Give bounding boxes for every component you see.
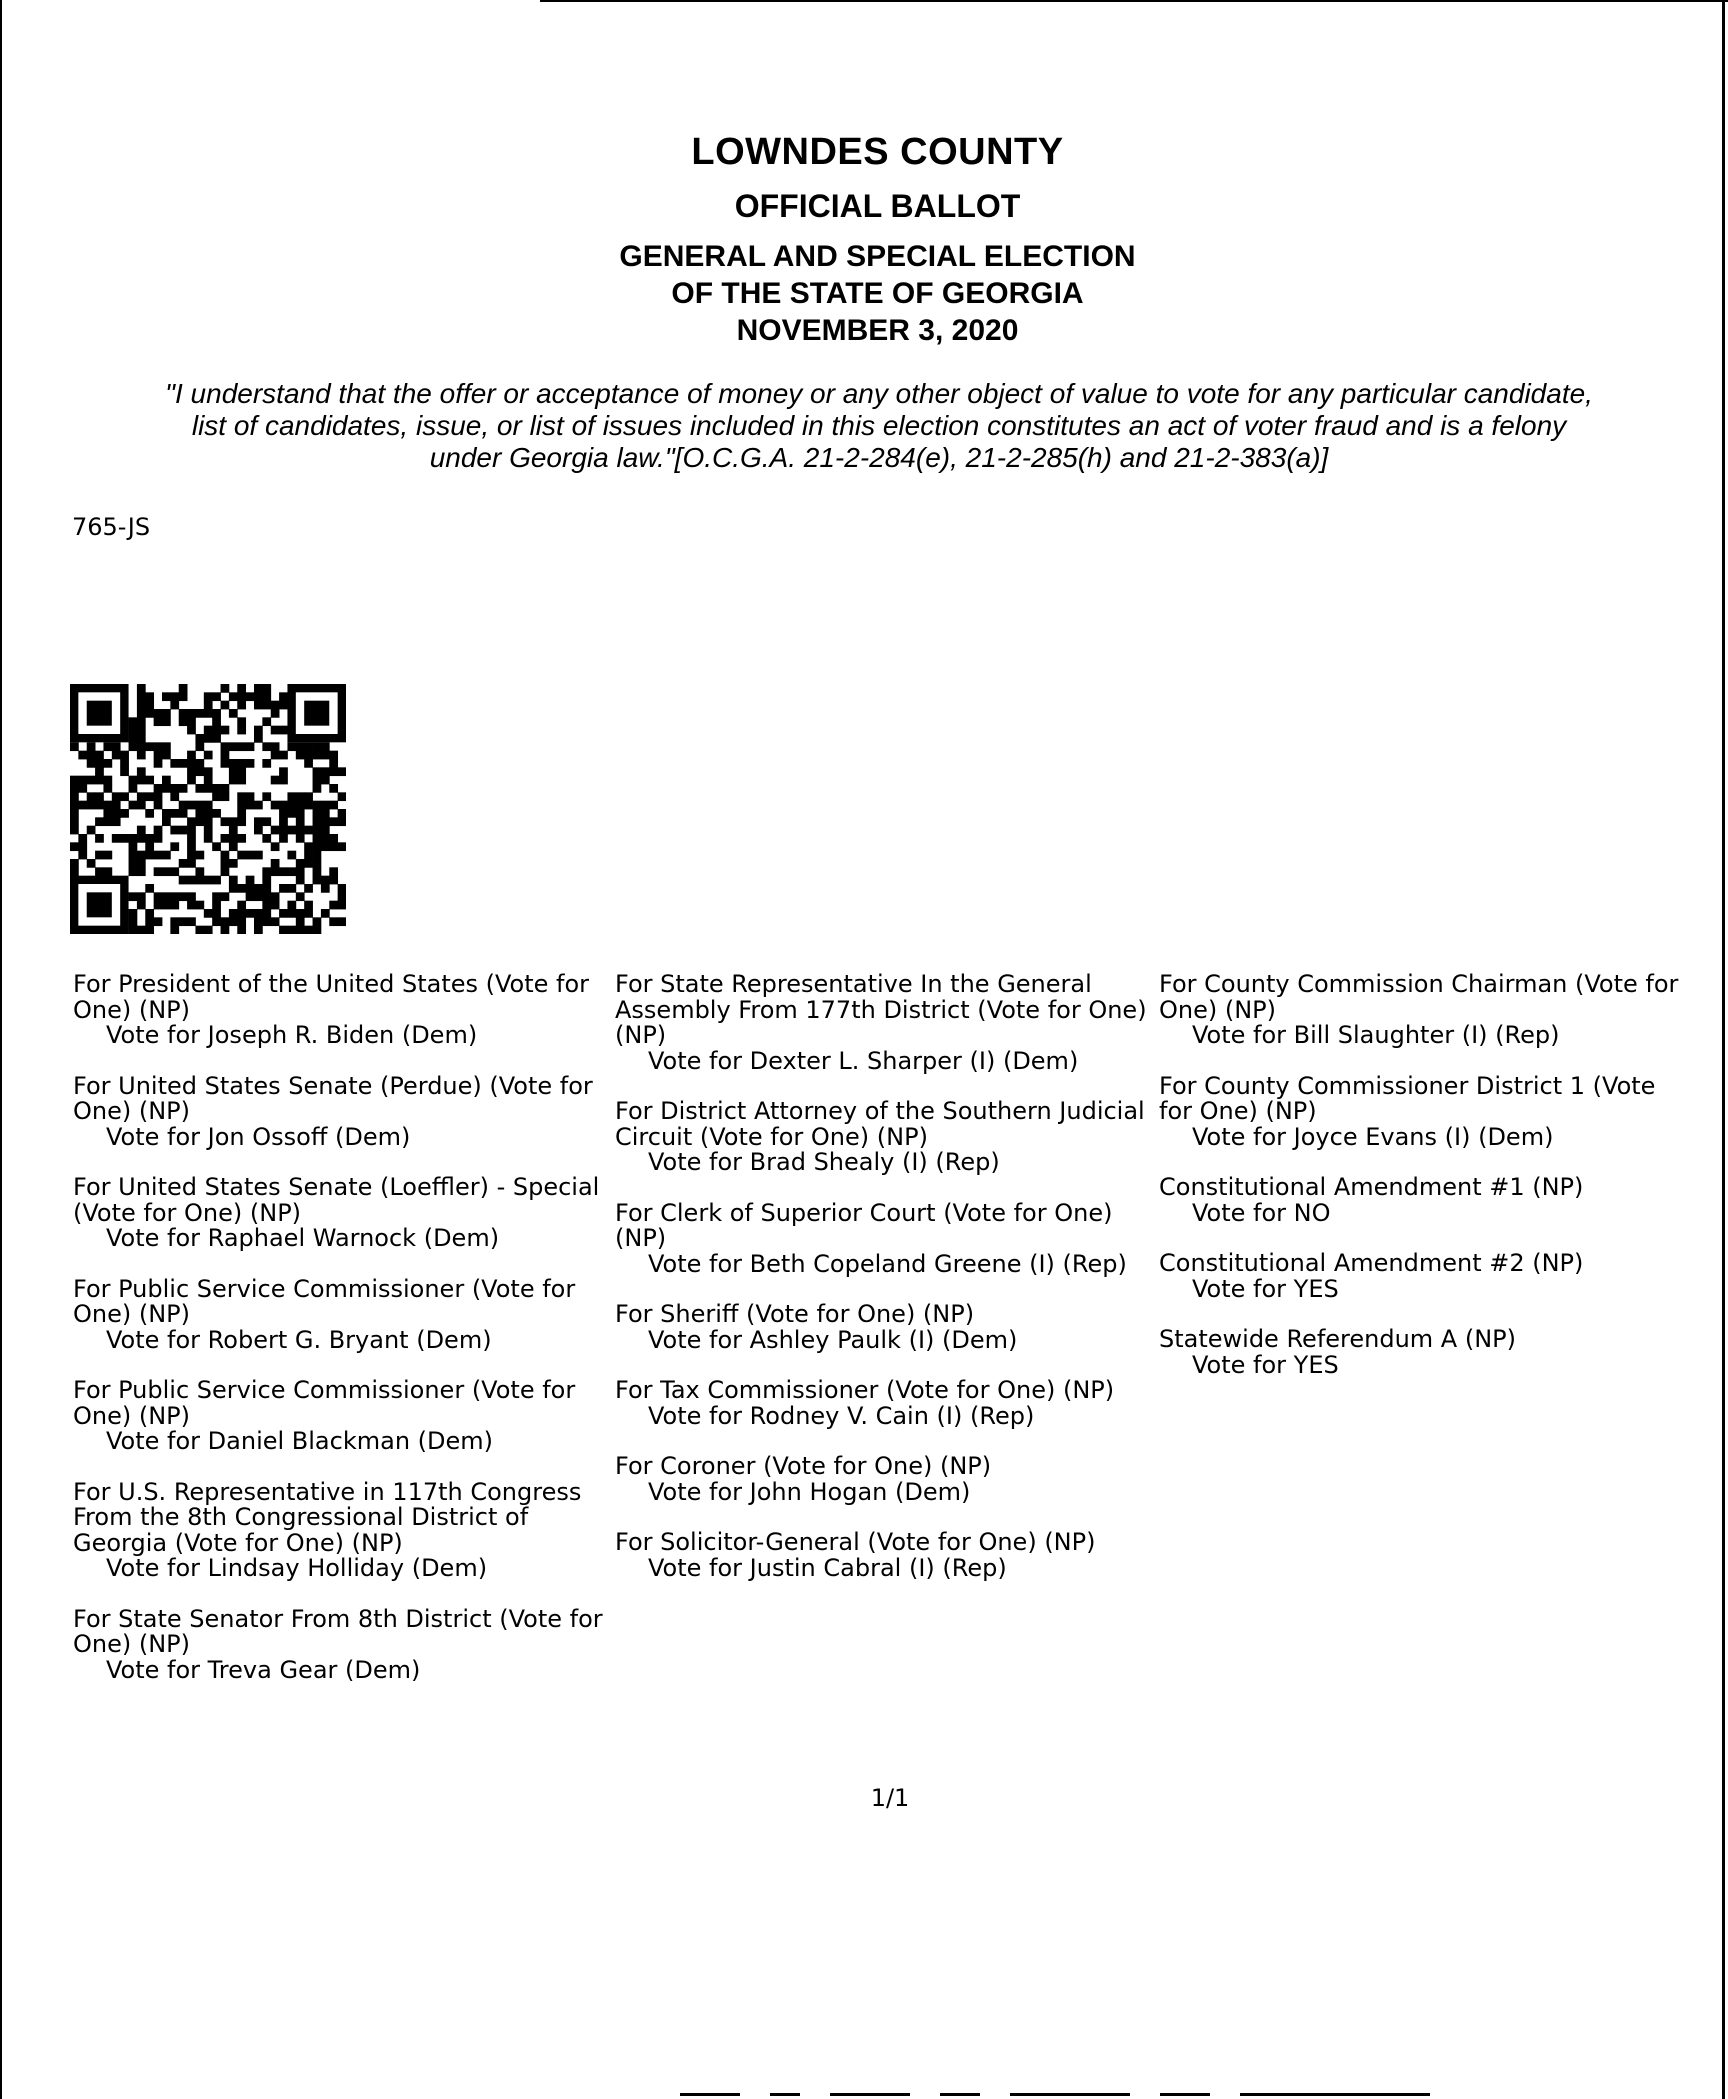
page-number: 1/1	[870, 1784, 910, 1812]
contest-item	[615, 1530, 1155, 1581]
contest-item	[73, 1378, 603, 1455]
vote-selection: Vote for Joseph R. Biden (Dem)	[106, 1021, 478, 1049]
vote-selection: Vote for Jon Ossoff (Dem)	[106, 1122, 411, 1151]
contest-title: For Solicitor-General (Vote for One) (NP)	[615, 1528, 1096, 1556]
vote-selection: Vote for Bill Slaughter (I) (Rep)	[1192, 1021, 1560, 1049]
vote-selection: Vote for NO	[1192, 1198, 1331, 1227]
disclaimer-line-2: list of candidates, issue, or list of issues included in this election constitutes an act of voter fraud and is a felony	[191, 410, 1567, 441]
contest-title: For Sheriff (Vote for One) (NP)	[615, 1300, 975, 1328]
contest-item	[1159, 1327, 1679, 1378]
vote-selection: Vote for Justin Cabral (I) (Rep)	[648, 1553, 1007, 1582]
vote-selection: Vote for YES	[1192, 1274, 1339, 1303]
contest-item	[1159, 972, 1679, 1049]
contest-item	[615, 1378, 1155, 1429]
contest-column-2	[615, 972, 1155, 1606]
election-line-1: GENERAL AND SPECIAL ELECTION	[619, 240, 1136, 273]
election-date: NOVEMBER 3, 2020	[736, 314, 1019, 347]
vote-selection: Vote for Robert G. Bryant (Dem)	[106, 1325, 492, 1354]
vote-selection: Vote for Daniel Blackman (Dem)	[106, 1427, 494, 1455]
contest-title: For District Attorney of the Southern Judicial Circuit (Vote for One) (NP)	[615, 1097, 1145, 1151]
contest-title: For United States Senate (Perdue) (Vote for One) (NP)	[73, 1071, 593, 1125]
contest-title: For Coroner (Vote for One) (NP)	[615, 1452, 992, 1480]
contest-title: For Public Service Commissioner (Vote for One) (NP)	[73, 1274, 576, 1328]
contest-title: Constitutional Amendment #1 (NP)	[1159, 1173, 1584, 1201]
vote-selection: Vote for Beth Copeland Greene (I) (Rep)	[648, 1249, 1127, 1278]
contest-item	[615, 1302, 1155, 1353]
ballot-style-code: 765-JS	[72, 513, 151, 541]
vote-selection: Vote for Dexter L. Sharper (I) (Dem)	[648, 1046, 1079, 1075]
contest-item	[615, 1099, 1155, 1176]
contest-item	[1159, 1175, 1679, 1226]
contest-title: For United States Senate (Loeffler) - Special (Vote for One) (NP)	[73, 1173, 600, 1227]
vote-selection: Vote for Joyce Evans (I) (Dem)	[1192, 1122, 1554, 1151]
contest-item	[73, 1477, 603, 1582]
county-title: LOWNDES COUNTY	[691, 131, 1064, 173]
contest-item	[73, 1175, 603, 1252]
contest-title: Constitutional Amendment #2 (NP)	[1159, 1249, 1584, 1277]
contest-item	[615, 1454, 1155, 1505]
page-border-top	[540, 0, 1728, 2]
vote-selection: Vote for Raphael Warnock (Dem)	[106, 1224, 500, 1252]
vote-selection: Vote for Brad Shealy (I) (Rep)	[648, 1148, 1000, 1176]
contest-column-1	[73, 972, 603, 1708]
contest-title: For State Representative In the General Assembly From 177th District (Vote for One) (NP)	[615, 970, 1147, 1049]
vote-selection: Vote for John Hogan (Dem)	[648, 1477, 971, 1506]
contest-item	[73, 1604, 603, 1684]
contest-title: Statewide Referendum A (NP)	[1159, 1325, 1516, 1353]
voter-fraud-disclaimer	[84, 378, 1674, 474]
contest-title: For County Commissioner District 1 (Vote for One) (NP)	[1159, 1071, 1656, 1125]
contest-item	[73, 972, 603, 1049]
qr-code-icon	[70, 684, 346, 934]
contest-item	[73, 1274, 603, 1354]
contest-title: For State Senator From 8th District (Vote for One) (NP)	[73, 1604, 603, 1658]
contest-title: For County Commission Chairman (Vote for One) (NP)	[1159, 972, 1679, 1024]
contest-title: For Public Service Commissioner (Vote for One) (NP)	[73, 1376, 576, 1430]
disclaimer-line-1: "I understand that the offer or acceptance of money or any other object of value to vote for any particular candidate,	[165, 378, 1593, 409]
vote-selection: Vote for Treva Gear (Dem)	[106, 1655, 421, 1684]
scan-edge-marks	[680, 2093, 1430, 2096]
contest-column-3	[1159, 972, 1679, 1403]
contest-title: For U.S. Representative in 117th Congress From the 8th Congressional District of Georgia (Vote for One) (NP)	[73, 1477, 582, 1557]
vote-selection: Vote for Ashley Paulk (I) (Dem)	[648, 1325, 1018, 1354]
vote-selection: Vote for Rodney V. Cain (I) (Rep)	[648, 1401, 1035, 1430]
election-line-2: OF THE STATE OF GEORGIA	[671, 277, 1084, 310]
contest-item	[615, 972, 1155, 1074]
contest-item	[73, 1071, 603, 1151]
contest-title: For Clerk of Superior Court (Vote for One) (NP)	[615, 1198, 1113, 1252]
vote-selection: Vote for Lindsay Holliday (Dem)	[106, 1554, 488, 1582]
contest-title: For President of the United States (Vote for One) (NP)	[73, 970, 590, 1024]
ballot-type-title: OFFICIAL BALLOT	[734, 188, 1021, 224]
vote-selection: Vote for YES	[1192, 1350, 1339, 1379]
contest-item	[615, 1198, 1155, 1278]
contest-item	[1159, 1071, 1679, 1151]
contest-title: For Tax Commissioner (Vote for One) (NP)	[615, 1376, 1115, 1404]
ballot-header	[0, 128, 1728, 349]
contest-item	[1159, 1251, 1679, 1302]
disclaimer-line-3: under Georgia law."[O.C.G.A. 21-2-284(e), 21-2-285(h) and 21-2-383(a)]	[429, 442, 1329, 473]
election-title	[0, 238, 1728, 349]
